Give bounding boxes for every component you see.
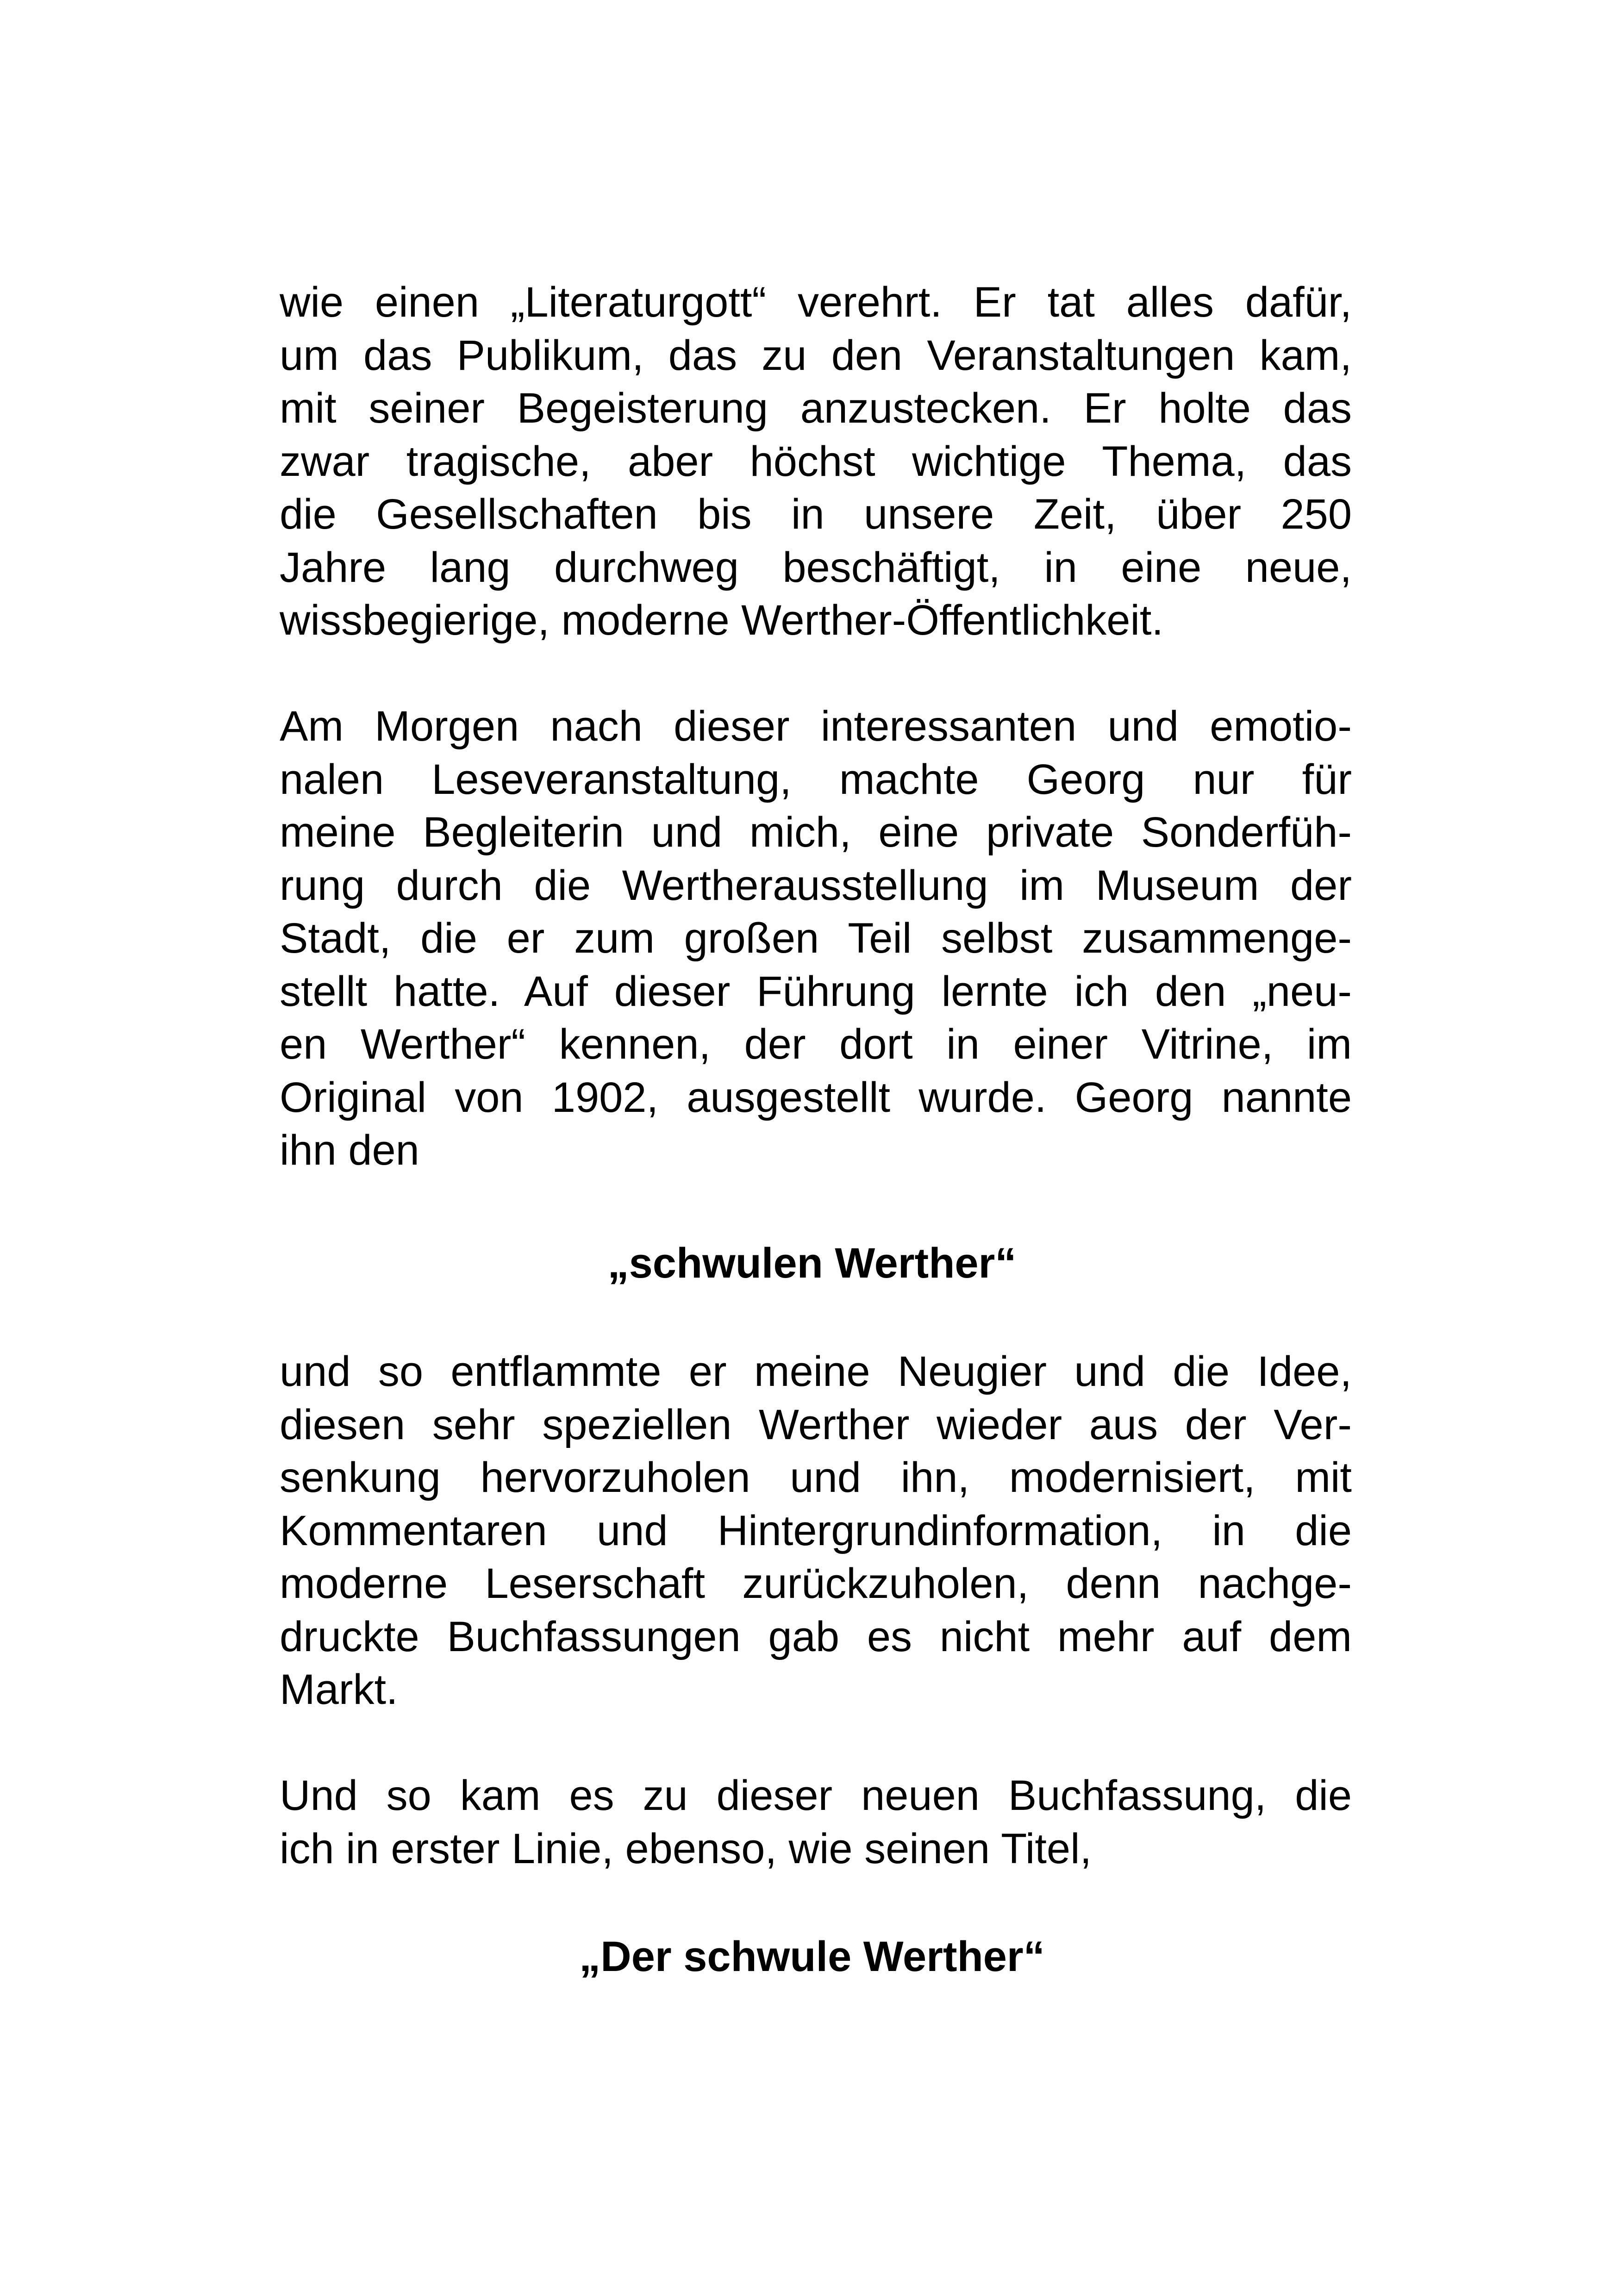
heading-der-schwule-werther: „Der schwule Werther“ [579, 1933, 1045, 1980]
text-line: stellt hatte. Auf dieser Führung lernte ich den „neu- [280, 967, 1352, 1015]
paragraph-3 [280, 1345, 1352, 1716]
text-line: senkung hervorzuholen und ihn, modernisiert, mit [280, 1454, 1352, 1501]
text-line: Original von 1902, ausgestellt wurde. Georg nannte [280, 1073, 1352, 1121]
paragraph-2 [280, 700, 1352, 1177]
text-line: wie einen „Literaturgott“ verehrt. Er tat alles dafür, [280, 279, 1352, 326]
text-line: en Werther“ kennen, der dort in einer Vitrine, im [280, 1021, 1352, 1068]
text-line: diesen sehr speziellen Werther wieder aus der Ver- [280, 1401, 1352, 1448]
heading-schwulen-werther: „schwulen Werther“ [607, 1240, 1017, 1287]
text-line: zwar tragische, aber höchst wichtige Thema, das [280, 437, 1352, 485]
paragraph-1 [280, 276, 1352, 647]
text-line: die Gesellschaften bis in unsere Zeit, über 250 [280, 491, 1352, 538]
text-line: Am Morgen nach dieser interessanten und emotio- [280, 703, 1352, 750]
text-line: ihn den [280, 1127, 419, 1174]
text-line: wissbegierige, moderne Werther-Öffentlichkeit. [280, 597, 1163, 644]
text-line: moderne Leserschaft zurückzuholen, denn nachge- [280, 1560, 1352, 1607]
text-line: Kommentaren und Hintergrundinformation, in die [280, 1507, 1352, 1554]
text-line: ich in erster Linie, ebenso, wie seinen Titel, [280, 1825, 1092, 1872]
text-line: mit seiner Begeisterung anzustecken. Er holte das [280, 385, 1352, 432]
text-line: Stadt, die er zum großen Teil selbst zusammenge- [280, 915, 1352, 962]
text-line: nalen Leseveranstaltung, machte Georg nur für [280, 755, 1352, 803]
text-line: rung durch die Wertherausstellung im Museum der [280, 861, 1352, 909]
text-line: Markt. [280, 1666, 398, 1713]
text-line: Jahre lang durchweg beschäftigt, in eine neue, [280, 543, 1352, 591]
paragraph-4 [280, 1769, 1352, 1875]
text-line: um das Publikum, das zu den Veranstaltungen kam, [280, 331, 1352, 379]
text-line: meine Begleiterin und mich, eine private Sonderfüh- [280, 809, 1352, 856]
text-line: druckte Buchfassungen gab es nicht mehr auf dem [280, 1613, 1352, 1660]
text-line: und so entflammte er meine Neugier und die Idee, [280, 1348, 1352, 1395]
text-line: Und so kam es zu dieser neuen Buchfassung, die [280, 1772, 1352, 1819]
